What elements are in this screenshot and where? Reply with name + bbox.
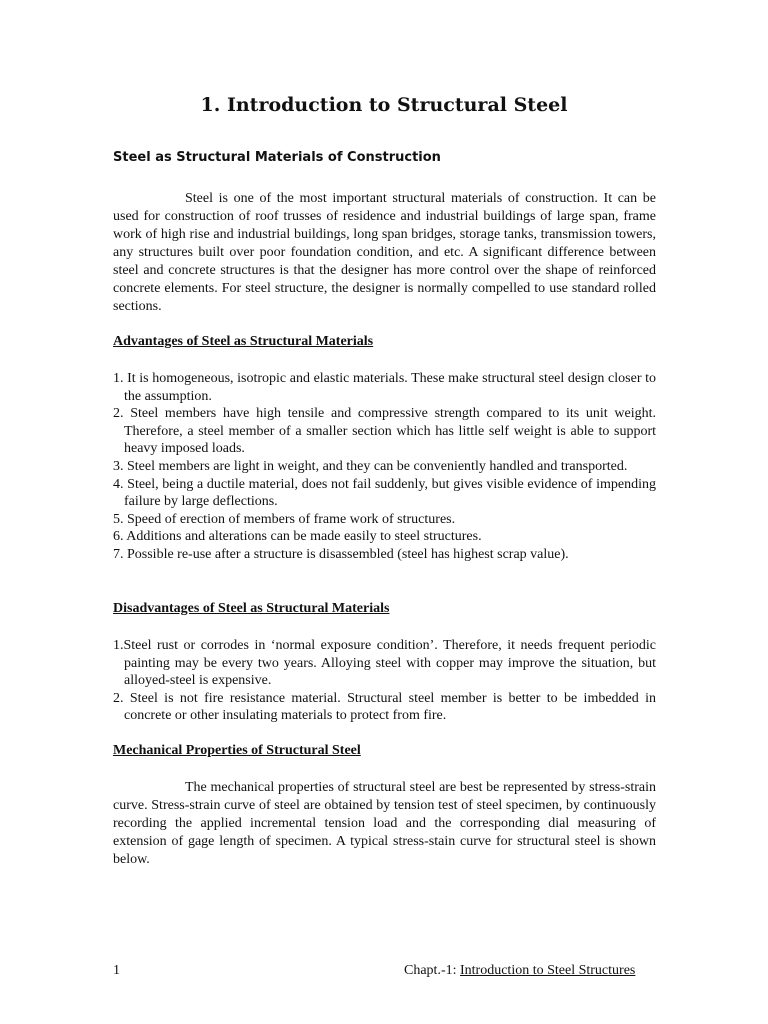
mechanical-paragraph: The mechanical properties of structural steel are best be represented by stress-strain curve. Stress-strain curve of steel are obtained by tension test of steel specimen, by continuously recording the applied incremental tension load and the corresponding dial measuring of extension of gage length of specimen. A typical stress-stain curve for structural steel is shown below. xyxy=(113,780,656,867)
disadvantages-heading: Disadvantages of Steel as Structural Materials xyxy=(113,601,390,616)
list-item: 2. Steel is not fire resistance material. Structural steel member is better to be imbedded in concrete or other insulating materials to protect from fire. xyxy=(113,690,656,724)
footer-chapter xyxy=(404,963,635,979)
page-number: 1 xyxy=(113,963,120,978)
list-item: 1. It is homogeneous, isotropic and elastic materials. These make structural steel design closer to the assumption. xyxy=(113,371,656,404)
advantages-heading: Advantages of Steel as Structural Materials xyxy=(113,334,374,349)
list-item: 6. Additions and alterations can be made easily to steel structures. xyxy=(113,529,482,545)
page-title: 1. Introduction to Structural Steel xyxy=(200,94,568,116)
list-item: 3. Steel members are light in weight, and they can be conveniently handled and transported. xyxy=(113,458,628,474)
disadvantages-list xyxy=(113,637,656,725)
mechanical-heading: Mechanical Properties of Structural Steel xyxy=(113,743,361,758)
list-item: 5. Speed of erection of members of frame work of structures. xyxy=(113,511,456,527)
footer-chapter-title: Introduction to Steel Structures xyxy=(460,963,636,978)
list-item: 4. Steel, being a ductile material, does not fail suddenly, but gives visible evidence of impending failure by large deflections. xyxy=(113,476,656,510)
advantages-list xyxy=(113,370,656,564)
footer-chapter-prefix: Chapt.-1: xyxy=(404,963,460,978)
list-item: 7. Possible re-use after a structure is disassembled (steel has highest scrap value). xyxy=(113,546,569,562)
list-item: 2. Steel members have high tensile and compressive strength compared to its unit weight. Therefore, a steel member of a smaller section which has little self weight is able to support heavy imposed loads. xyxy=(113,406,656,457)
intro-paragraph: Steel is one of the most important structural materials of construction. It can be used for construction of roof trusses of residence and industrial buildings of large span, frame work of high rise and industrial buildings, long span bridges, storage tanks, transmission towers, any structures built over poor foundation condition, and etc. A significant difference between steel and concrete structures is that the designer has more control over the shape of reinforced concrete elements. For steel structure, the designer is normally compelled to use standard rolled sections. xyxy=(113,191,656,314)
list-item: 1.Steel rust or corrodes in ‘normal exposure condition’. Therefore, it needs frequent periodic painting may be every two years. Alloying steel with copper may improve the situation, but alloyed-steel is expensive. xyxy=(113,638,656,689)
section-subtitle: Steel as Structural Materials of Construction xyxy=(113,150,441,165)
